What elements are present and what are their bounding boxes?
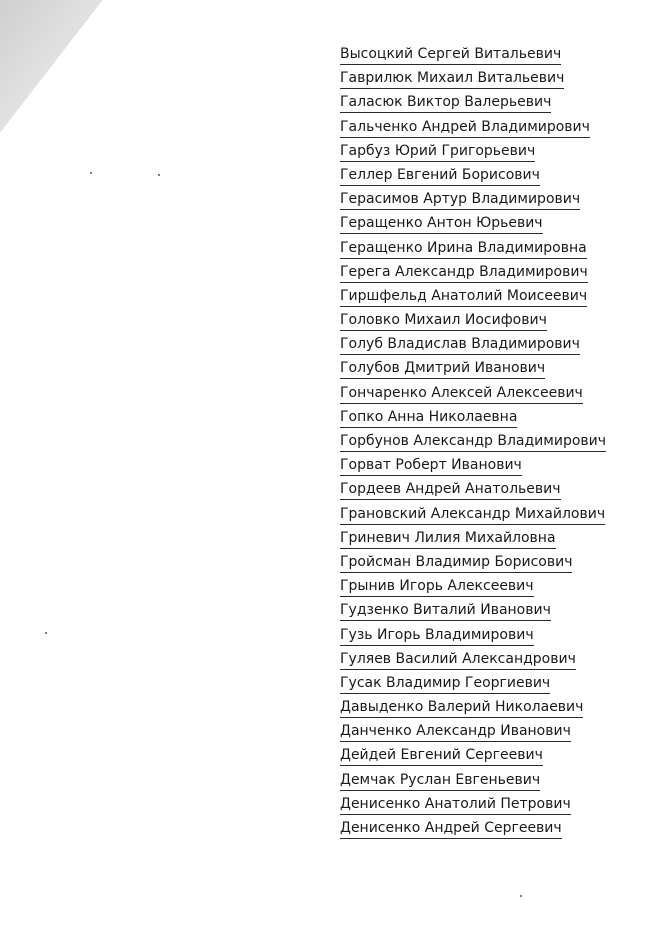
person-name: Гордеев Андрей Анатольевич [340, 481, 561, 500]
list-item [340, 284, 606, 308]
list-item [340, 405, 606, 429]
person-name: Денисенко Анатолий Петрович [340, 796, 571, 815]
person-name: Демчак Руслан Евгеньевич [340, 772, 540, 791]
list-item [340, 526, 606, 550]
list-item [340, 695, 606, 719]
list-item [340, 671, 606, 695]
person-name: Грановский Александр Михайлович [340, 506, 605, 525]
person-name: Данченко Александр Иванович [340, 723, 571, 742]
list-item [340, 453, 606, 477]
person-name: Горбунов Александр Владимирович [340, 433, 606, 452]
person-name: Денисенко Андрей Сергеевич [340, 820, 562, 839]
person-name: Гопко Анна Николаевна [340, 409, 517, 428]
list-item [340, 163, 606, 187]
list-item [340, 42, 606, 66]
list-item [340, 719, 606, 743]
person-name: Герега Александр Владимирович [340, 264, 588, 283]
scan-speck [90, 172, 92, 174]
list-item [340, 115, 606, 139]
person-name: Геращенко Ирина Владимировна [340, 240, 587, 259]
list-item [340, 598, 606, 622]
person-name: Галасюк Виктор Валерьевич [340, 94, 551, 113]
list-item [340, 381, 606, 405]
list-item [340, 574, 606, 598]
list-item [340, 743, 606, 767]
list-item [340, 139, 606, 163]
list-item [340, 260, 606, 284]
person-name: Гудзенко Виталий Иванович [340, 602, 551, 621]
list-item [340, 502, 606, 526]
person-name: Гаврилюк Михаил Витальевич [340, 70, 564, 89]
person-name: Дейдей Евгений Сергеевич [340, 747, 543, 766]
list-item [340, 66, 606, 90]
list-item [340, 477, 606, 501]
person-name: Головко Михаил Иосифович [340, 312, 547, 331]
person-name: Гиршфельд Анатолий Моисеевич [340, 288, 587, 307]
list-item [340, 211, 606, 235]
person-name: Голуб Владислав Владимирович [340, 336, 580, 355]
person-name: Герасимов Артур Владимирович [340, 191, 580, 210]
person-name: Горват Роберт Иванович [340, 457, 522, 476]
person-name: Гузь Игорь Владимирович [340, 627, 534, 646]
list-item [340, 768, 606, 792]
list-item [340, 647, 606, 671]
list-item [340, 308, 606, 332]
list-item [340, 356, 606, 380]
scan-speck [158, 174, 160, 176]
list-item [340, 332, 606, 356]
person-name: Гусак Владимир Георгиевич [340, 675, 550, 694]
person-name: Гройсман Владимир Борисович [340, 554, 572, 573]
scan-speck [520, 895, 522, 897]
person-name: Гуляев Василий Александрович [340, 651, 576, 670]
person-name: Гриневич Лилия Михайловна [340, 530, 556, 549]
scan-speck [45, 632, 47, 634]
list-item [340, 816, 606, 840]
person-name: Давыденко Валерий Николаевич [340, 699, 583, 718]
person-name: Грынив Игорь Алексеевич [340, 578, 534, 597]
person-name: Геллер Евгений Борисович [340, 167, 540, 186]
person-name: Гарбуз Юрий Григорьевич [340, 143, 535, 162]
list-item [340, 236, 606, 260]
person-name: Высоцкий Сергей Витальевич [340, 46, 561, 65]
list-item [340, 90, 606, 114]
folded-corner-shadow [0, 0, 110, 140]
list-item [340, 550, 606, 574]
person-name: Гончаренко Алексей Алексеевич [340, 385, 583, 404]
deputy-name-list [340, 42, 606, 840]
person-name: Голубов Дмитрий Иванович [340, 360, 545, 379]
person-name: Гальченко Андрей Владимирович [340, 119, 590, 138]
list-item [340, 187, 606, 211]
list-item [340, 792, 606, 816]
person-name: Геращенко Антон Юрьевич [340, 215, 543, 234]
list-item [340, 623, 606, 647]
list-item [340, 429, 606, 453]
